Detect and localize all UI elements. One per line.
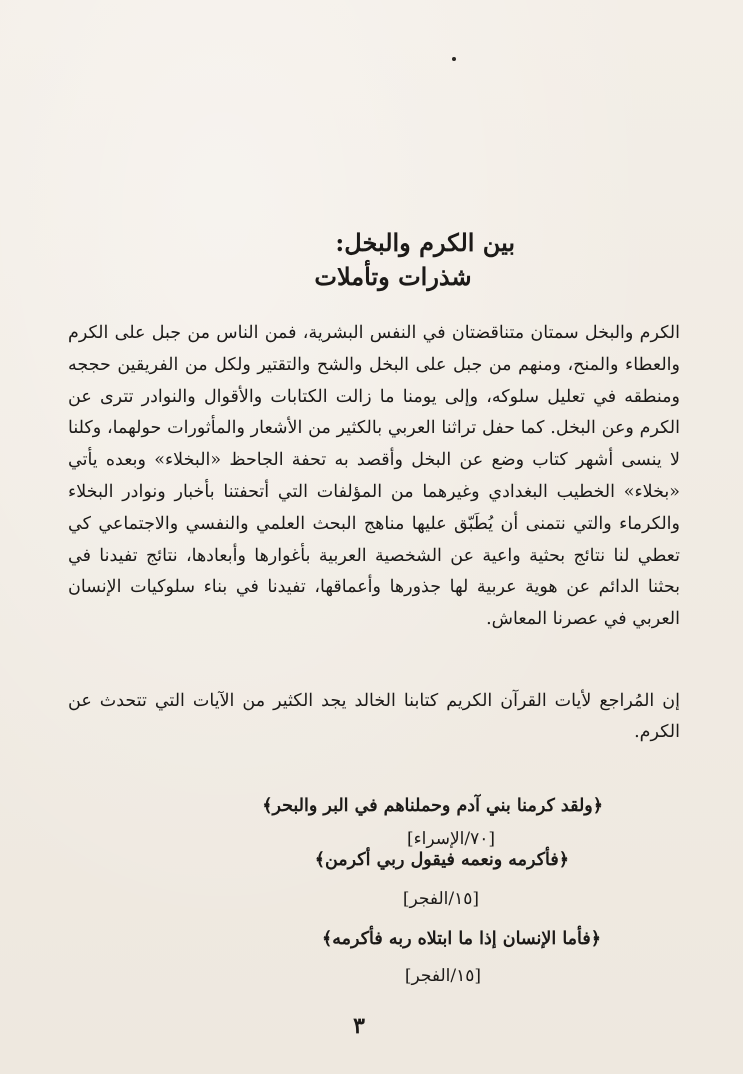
verse-text: ﴿فأما الإنسان إذا ما ابتلاه ربه فأكرمه﴾ [322, 929, 601, 949]
intro-paragraph: الكرم والبخل سمتان متناقضتان في النفس البشرية، فمن الناس من جبل على الكرم والعطاء والمنح، ومنهم من جبل على البخل والشح والتقتير ولكل من الفريقين حججه ومنطقه في تعليل سلوكه، وإلى يومنا ما زالت الكتابات والأقوال والنوادر تترى عن الكرم وعن البخل. كما حفل تراثنا العربي بالكثير من الأشعار والمأثورات حولهما، وكلنا لا ينسى أشهر كتاب وضع عن البخل وأقصد به تحفة الجاحظ «البخلاء» وبعده يأتي «بخلاء» الخطيب البغدادي وغيرهما من المؤلفات التي أتحفتنا بأخبار ونوادر البخلاء والكرماء والتي نتمنى أن يُطَبّق عليها مناهج البحث العلمي والنفسي والاجتماعي كي تعطي لنا نتائج بحثية واعية عن الشخصية العربية بأغوارها وأبعادها، نتائج تفيدنا في بحثنا الدائم عن هوية عربية لها جذورها وأعماقها، تفيدنا في بناء سلوكيات الإنسان العربي في عصرنا المعاش. [68, 323, 680, 630]
chapter-title-line-2: شذرات وتأملات [314, 262, 472, 291]
page-number: ٣ [353, 1013, 365, 1039]
chapter-title-line-1: بين الكرم والبخل: [335, 228, 515, 257]
verse-text: ﴿ولقد كرمنا بني آدم وحملناهم في البر والبحر﴾ [262, 796, 603, 816]
verse-text: ﴿فأكرمه ونعمه فيقول ربي أكرمن﴾ [314, 850, 569, 870]
verse-block [315, 846, 569, 912]
verse-reference: [٧٠/الإسراء] [406, 829, 495, 849]
verse-reference: [١٥/الفجر] [402, 889, 479, 909]
verse-block [322, 925, 601, 989]
verse-block [262, 792, 603, 852]
quran-intro-paragraph: إن المُراجع لأيات القرآن الكريم كتابنا الخالد يجد الكثير من الآيات التي تتحدث عن الكرم. [68, 691, 680, 742]
ink-dot [452, 57, 456, 61]
verse-reference: [١٥/الفجر] [404, 966, 481, 986]
